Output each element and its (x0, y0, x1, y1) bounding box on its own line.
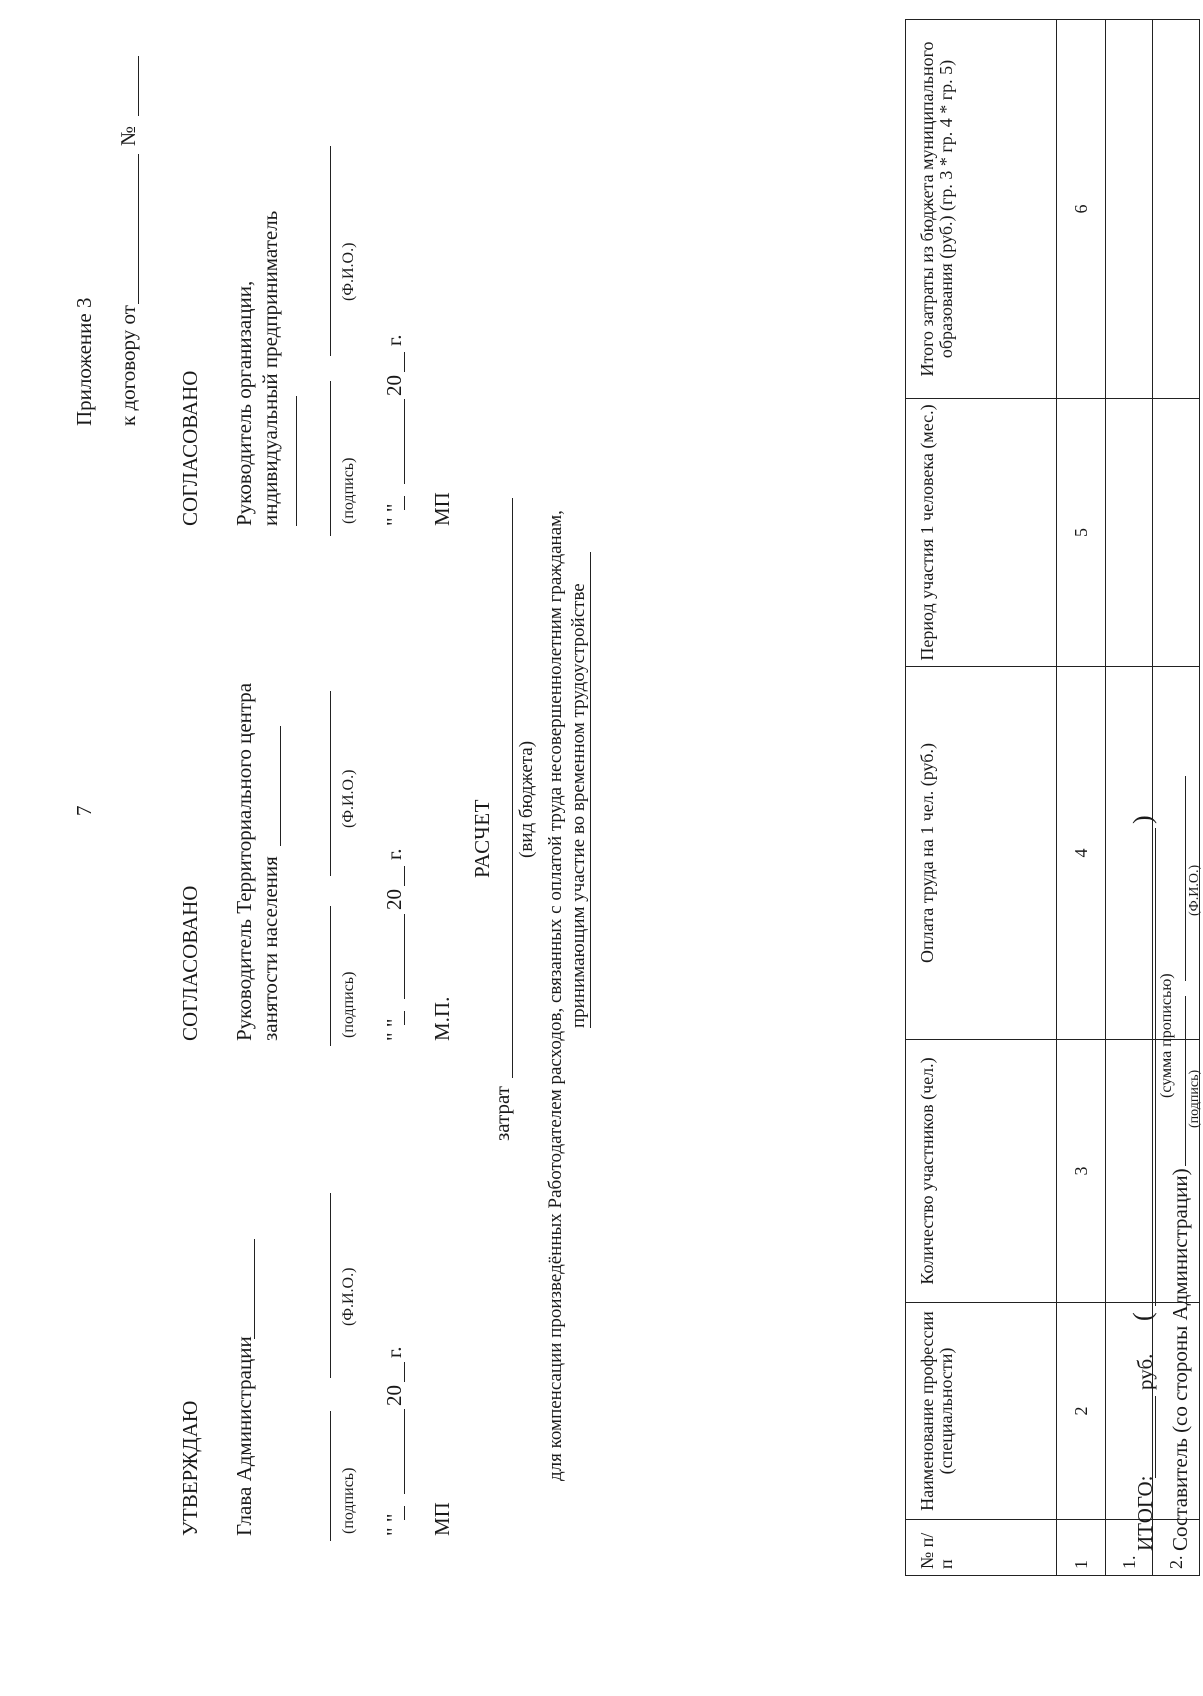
agreed-center-signature-line (330, 906, 331, 1046)
approve-date-quote: " " (382, 1513, 406, 1536)
row-cell (1106, 20, 1153, 399)
agreed-center-fio-caption: (Ф.И.О.) (340, 769, 357, 828)
agreed-employer-date-quote: " " (382, 503, 406, 526)
approve-year-suffix: г. (382, 1346, 406, 1358)
agreed-center-stamp: М.П. (430, 996, 454, 1041)
budget-type-caption: (вид бюджета) (516, 740, 537, 858)
number-sign: № (116, 125, 140, 146)
purpose-line-1: для компенсации произведённых Работодателем расходов, связанных с оплатой труда несовершеннолетним гражданам, (545, 510, 566, 1481)
approve-year: 20 (382, 1385, 406, 1406)
agreed-employer-heading: СОГЛАСОВАНО (178, 370, 202, 526)
agreed-employer-fio-caption: (Ф.И.О.) (340, 242, 357, 301)
row-cell (1106, 399, 1153, 667)
agreed-employer-year-line (404, 352, 405, 372)
approve-year-line (404, 1362, 405, 1382)
agreed-employer-month-line (404, 399, 405, 484)
approve-fio-line (330, 1193, 331, 1378)
agreed-employer-position-2: индивидуальный предприниматель (258, 210, 282, 526)
row-cell (1106, 667, 1153, 1040)
row-cell (1153, 20, 1200, 399)
header-participants: Количество участников (чел.) (906, 1040, 1057, 1303)
header-total: Итого затраты из бюджета муниципального образования (руб.) (гр. 3 * гр. 4 * гр. 5) (906, 20, 1057, 399)
column-number-3: 3 (1057, 1040, 1106, 1303)
table-header-row (906, 20, 1057, 1576)
agreed-employer-year-suffix: г. (382, 334, 406, 346)
approve-heading: УТВЕРЖДАЮ (178, 1400, 202, 1536)
calculation-title: РАСЧЕТ (470, 799, 494, 878)
agreed-center-position-2: занятости населения (258, 856, 282, 1041)
row-cell (1153, 399, 1200, 667)
total-label: ИТОГО: (1133, 1475, 1157, 1551)
compiler-signature-caption: (подпись) (1187, 1069, 1202, 1128)
compiler-signature-line (1185, 996, 1186, 1166)
column-number-6: 6 (1057, 20, 1106, 399)
approve-day-line (404, 1506, 405, 1520)
header-pay: Оплата труда на 1 чел. (руб.) (906, 667, 1057, 1040)
table-row (1106, 20, 1153, 1576)
column-number-5: 5 (1057, 399, 1106, 667)
agreed-employer-position-line (296, 396, 297, 526)
total-currency: руб. (1133, 1353, 1157, 1390)
agreed-center-position-line (280, 726, 281, 846)
compiler-fio-caption: (Ф.И.О.) (1187, 864, 1202, 916)
approve-position-line (254, 1239, 255, 1339)
agreed-center-date-quote: " " (382, 1018, 406, 1041)
purpose-underline (590, 552, 591, 1028)
amount-in-words-caption: (сумма прописью) (1158, 973, 1175, 1098)
agreed-employer-year: 20 (382, 375, 406, 396)
calculation-table (905, 19, 1200, 1576)
contract-date-line (138, 154, 139, 304)
compiler-fio-line (1185, 776, 1186, 981)
agreed-center-signature-caption: (подпись) (340, 971, 357, 1038)
agreed-employer-day-line (404, 496, 405, 510)
agreed-center-month-line (404, 914, 405, 999)
header-number: № п/п (906, 1520, 1057, 1576)
agreed-center-position-1: Руководитель Территориального центра (232, 682, 256, 1041)
budget-type-line (512, 498, 513, 1078)
amount-in-words-line (1155, 828, 1156, 1306)
appendix-title: Приложение 3 (72, 297, 96, 426)
agreed-employer-stamp: МП (430, 492, 454, 526)
column-number-2: 2 (1057, 1303, 1106, 1520)
row-number: 1. (1106, 1520, 1153, 1576)
agreed-employer-signature-line (330, 381, 331, 536)
approve-month-line (404, 1409, 405, 1494)
total-amount-line (1155, 1396, 1156, 1478)
agreed-center-heading: СОГЛАСОВАНО (178, 885, 202, 1041)
contract-prefix: к договору от (116, 305, 140, 426)
agreed-center-year: 20 (382, 889, 406, 910)
agreed-employer-position-1: Руководитель организации, (232, 280, 256, 526)
agreed-employer-fio-line (330, 146, 331, 356)
agreed-center-year-line (404, 866, 405, 886)
header-profession: Наименование профессии (специальности) (906, 1303, 1057, 1520)
agreed-center-fio-line (330, 691, 331, 876)
header-period: Период участия 1 человека (мес.) (906, 399, 1057, 667)
costs-label: затрат (490, 1086, 514, 1141)
approve-signature-caption: (подпись) (340, 1467, 357, 1534)
compiler-label: Составитель (со стороны Администрации) (1168, 1168, 1192, 1551)
column-number-4: 4 (1057, 667, 1106, 1040)
contract-number-line (138, 56, 139, 116)
approve-fio-caption: (Ф.И.О.) (340, 1267, 357, 1326)
approve-position: Глава Администрации (232, 1336, 256, 1536)
approve-signature-line (330, 1411, 331, 1541)
purpose-line-2: принимающим участие во временном трудоустройстве (568, 583, 589, 1028)
approve-stamp: МП (430, 1502, 454, 1536)
amount-close-paren: ) (1128, 815, 1157, 824)
page-number: 7 (72, 805, 96, 816)
column-number-1: 1 (1057, 1520, 1106, 1576)
row-number: 2. (1153, 1520, 1200, 1576)
table-column-numbers (1057, 20, 1106, 1576)
agreed-center-day-line (404, 1011, 405, 1025)
amount-open-paren: ( (1128, 1312, 1157, 1321)
row-cell (1106, 1040, 1153, 1303)
agreed-employer-signature-caption: (подпись) (340, 457, 357, 524)
agreed-center-year-suffix: г. (382, 848, 406, 860)
